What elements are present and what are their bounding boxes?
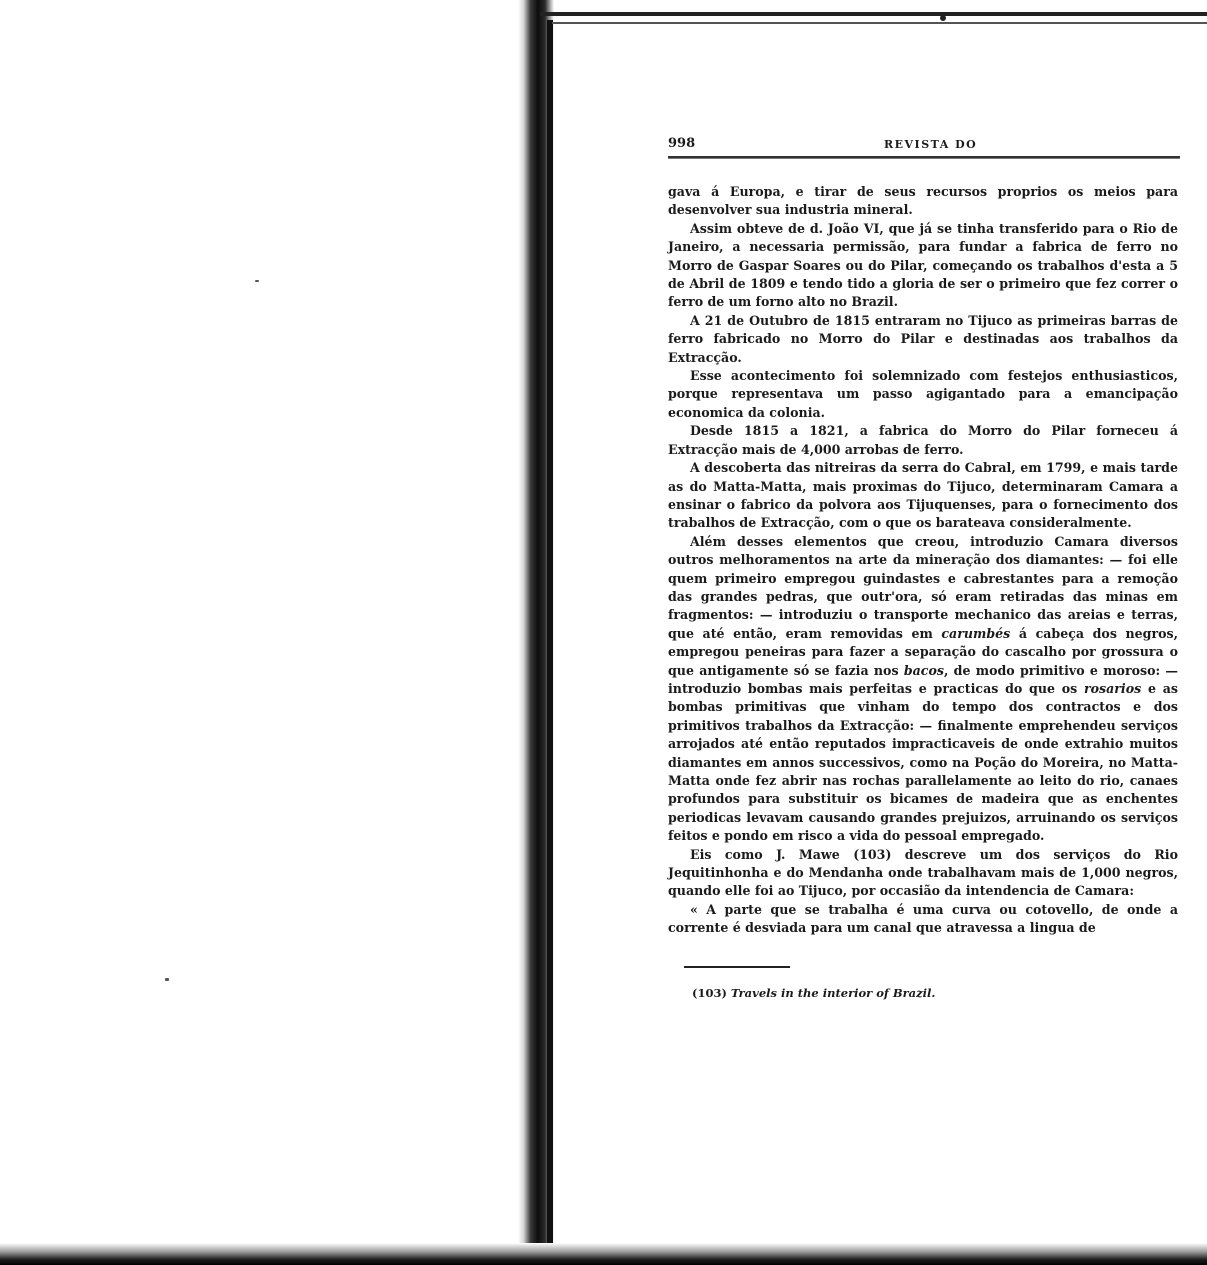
top-page-edge xyxy=(540,12,1207,16)
top-page-edge-inner xyxy=(552,22,1207,24)
text-page xyxy=(668,130,1188,1000)
footnote-title: Travels in the interior of Brazil. xyxy=(730,985,936,1000)
paragraph: Desde 1815 a 1821, a fabrica do Morro do Pilar forneceu á Extracção mais de 4,000 arrobas de ferro. xyxy=(668,423,1178,457)
paragraph xyxy=(668,533,1178,846)
ink-speck xyxy=(940,15,946,21)
paragraph-text: , de modo primitivo e moroso: — introduzio bombas mais perfeitas e practicas do que os xyxy=(668,662,1178,696)
italic-term: bacos xyxy=(903,662,944,678)
footnote-marker: (103) xyxy=(692,985,727,1000)
paragraph: « A parte que se trabalha é uma curva ou cotovello, de onde a corrente é desviada para um canal que atravessa a lingua de xyxy=(668,901,1178,936)
paragraph: Esse acontecimento foi solemnizado com festejos enthusiasticos, porque representava um passo agigantado para a emancipação economica da colonia. xyxy=(668,368,1178,420)
paragraph: Eis como J. Mawe (103) descreve um dos serviços do Rio Jequitinhonha e do Mendanha onde trabalhavam mais de 1,000 negros, quando elle foi ao Tijuco, por occasião da intendencia de Camara: xyxy=(668,846,1178,899)
footnote-rule xyxy=(684,966,790,968)
body-text xyxy=(668,183,1178,938)
footnote xyxy=(692,986,1188,1000)
paragraph-text: Além desses elementos que creou, introduzio Camara diversos outros melhoramentos na arte da mineração dos diamantes: — foi elle quem primeiro empregou guindastes e cabrestantes para a remoção das grandes pedras, que outr'ora, só eram retiradas das minas em fragmentos: — introduziu o transporte mechanico das areias e terras, que até então, eram removidas em xyxy=(668,533,1178,641)
bottom-page-edge xyxy=(0,1243,1207,1265)
paragraph-text: e as bombas primitivas que vinham do tempo dos contractos e dos primitivos trabalhos da Extracção: — finalmente emprehendeu serviços arrojados até então reputados impracticaveis de onde extrahio muitos diamantes em annos successivos, como na Poção do Moreira, no Matta-Matta onde fez abrir nas rochas parallelamente ao leito do rio, canaes profundos para substituir os bicames de madeira que as enchentes periodicas levavam causando grandes prejuizos, arruinando os serviços feitos e pondo em risco a vida do pessoal empregado. xyxy=(668,680,1178,844)
page-number: 998 xyxy=(668,136,696,151)
ink-speck xyxy=(255,280,259,282)
left-blank-page xyxy=(0,0,520,1265)
header-rule xyxy=(668,156,1180,159)
paragraph-text: á cabeça dos negros, empregou peneiras para fazer a separação do cascalho por grossura o que antigamente só se fazia nos xyxy=(668,625,1178,678)
running-title: REVISTA DO xyxy=(884,138,978,151)
paragraph: gava á Europa, e tirar de seus recursos proprios os meios para desenvolver sua industria mineral. xyxy=(668,184,1178,218)
paragraph: A 21 de Outubro de 1815 entraram no Tijuco as primeiras barras de ferro fabricado no Morro do Pilar e destinadas aos trabalhos da Extracção. xyxy=(668,312,1178,365)
running-head xyxy=(668,130,1188,154)
gutter-binding-line xyxy=(547,20,553,1265)
italic-term: rosarios xyxy=(1084,680,1142,696)
italic-term: carumbés xyxy=(941,625,1011,641)
ink-speck xyxy=(165,978,169,981)
paragraph: Assim obteve de d. João VI, que já se tinha transferido para o Rio de Janeiro, a necessaria permissão, para fundar a fabrica de ferro no Morro de Gaspar Soares ou do Pilar, começando os trabalhos d'esta a 5 de Abril de 1809 e tendo tido a gloria de ser o primeiro que fez correr o ferro de um forno alto no Brazil. xyxy=(668,220,1178,310)
paragraph: A descoberta das nitreiras da serra do Cabral, em 1799, e mais tarde as do Matta-Matta, mais proximas do Tijuco, determinaram Camara a ensinar o fabrico da polvora aos Tijuquenses, para o fornecimento dos trabalhos de Extracção, com o que os barateava consideralmente. xyxy=(668,460,1178,531)
